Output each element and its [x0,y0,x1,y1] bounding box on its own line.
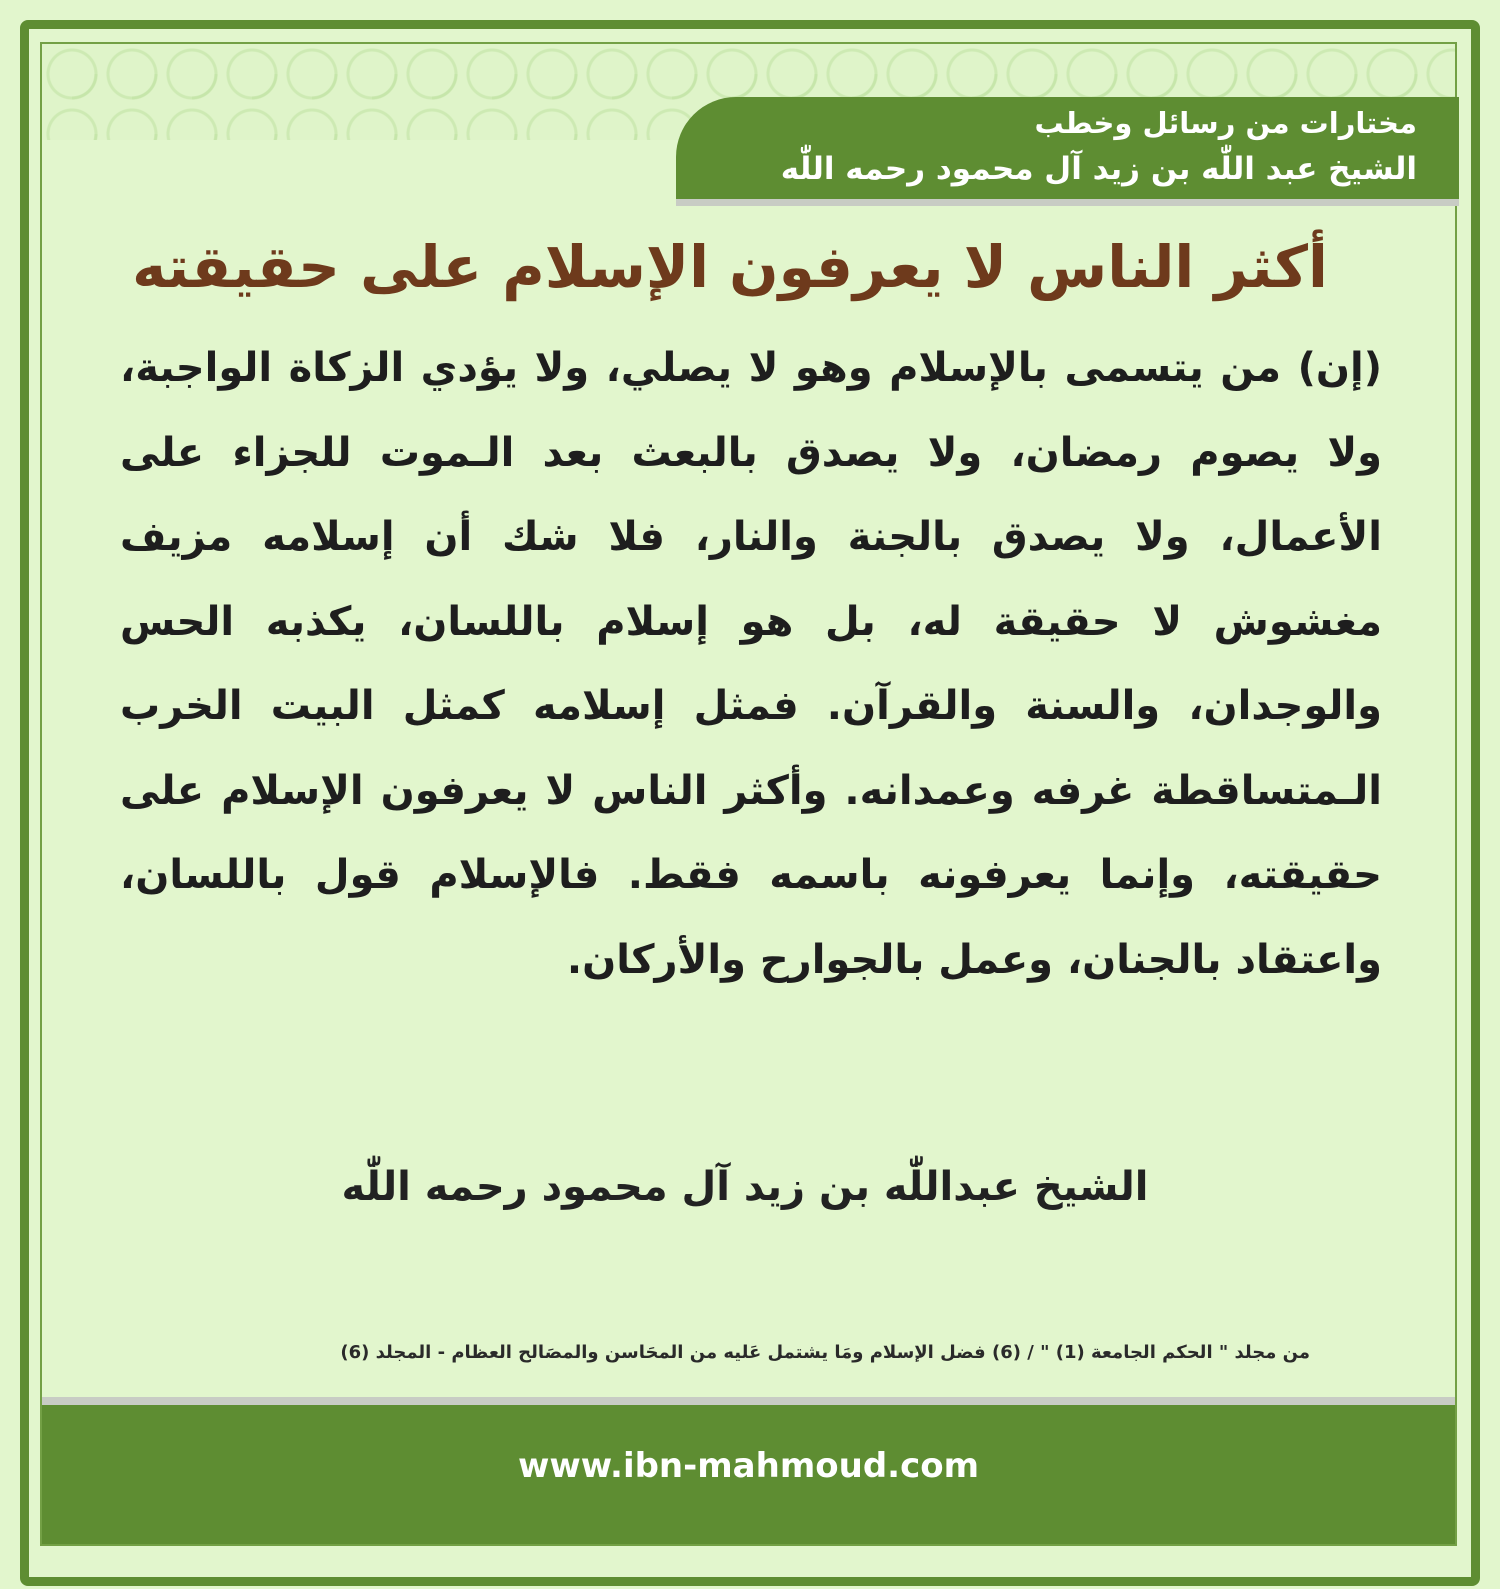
header-series-title: مختارات من رسائل وخطب [1034,106,1417,140]
header-banner [676,97,1459,199]
footer-divider [42,1397,1455,1405]
footer-website-link[interactable]: www.ibn-mahmoud.com [517,1446,980,1486]
author-signature: الشيخ عبداللّٰه بن زيد آل محمود رحمه اللّٰه [341,1164,1149,1210]
header-author-name: الشيخ عبد اللّٰه بن زيد آل محمود رحمه اللّٰه [780,151,1417,187]
body-paragraph: (إن) من يتسمى بالإسلام وهو لا يصلي، ولا يؤدي الزكاة الواجبة، ولا يصوم رمضان، ولا يصدق بالبعث بعد الـموت للجزاء على الأعمال، ولا يصدق بالجنة والنار، فلا شك أن إسلامه مزيف مغشوش لا حقيقة له، بل هو إسلام باللسان، يكذبه الحس والوجدان، والسنة والقرآن. فمثل إسلامه كمثل البيت الخرب الـمتساقطة غرفه وعمدانه. وأكثر الناس لا يعرفون الإسلام على حقيقته، وإنما يعرفونه باسمه فقط. فالإسلام قول باللسان، واعتقاد بالجنان، وعمل بالجوارح والأركان. [120,345,1382,983]
page-title: أكثر الناس لا يعرفون الإسلام على حقيقته [132,233,1328,301]
source-citation: من مجلد " الحكم الجامعة (1) " / (6) فضل الإسلام ومَا يشتمل عَليه من المحَاسن والمصَالح العظام - المجلد (6) [340,1342,1310,1363]
